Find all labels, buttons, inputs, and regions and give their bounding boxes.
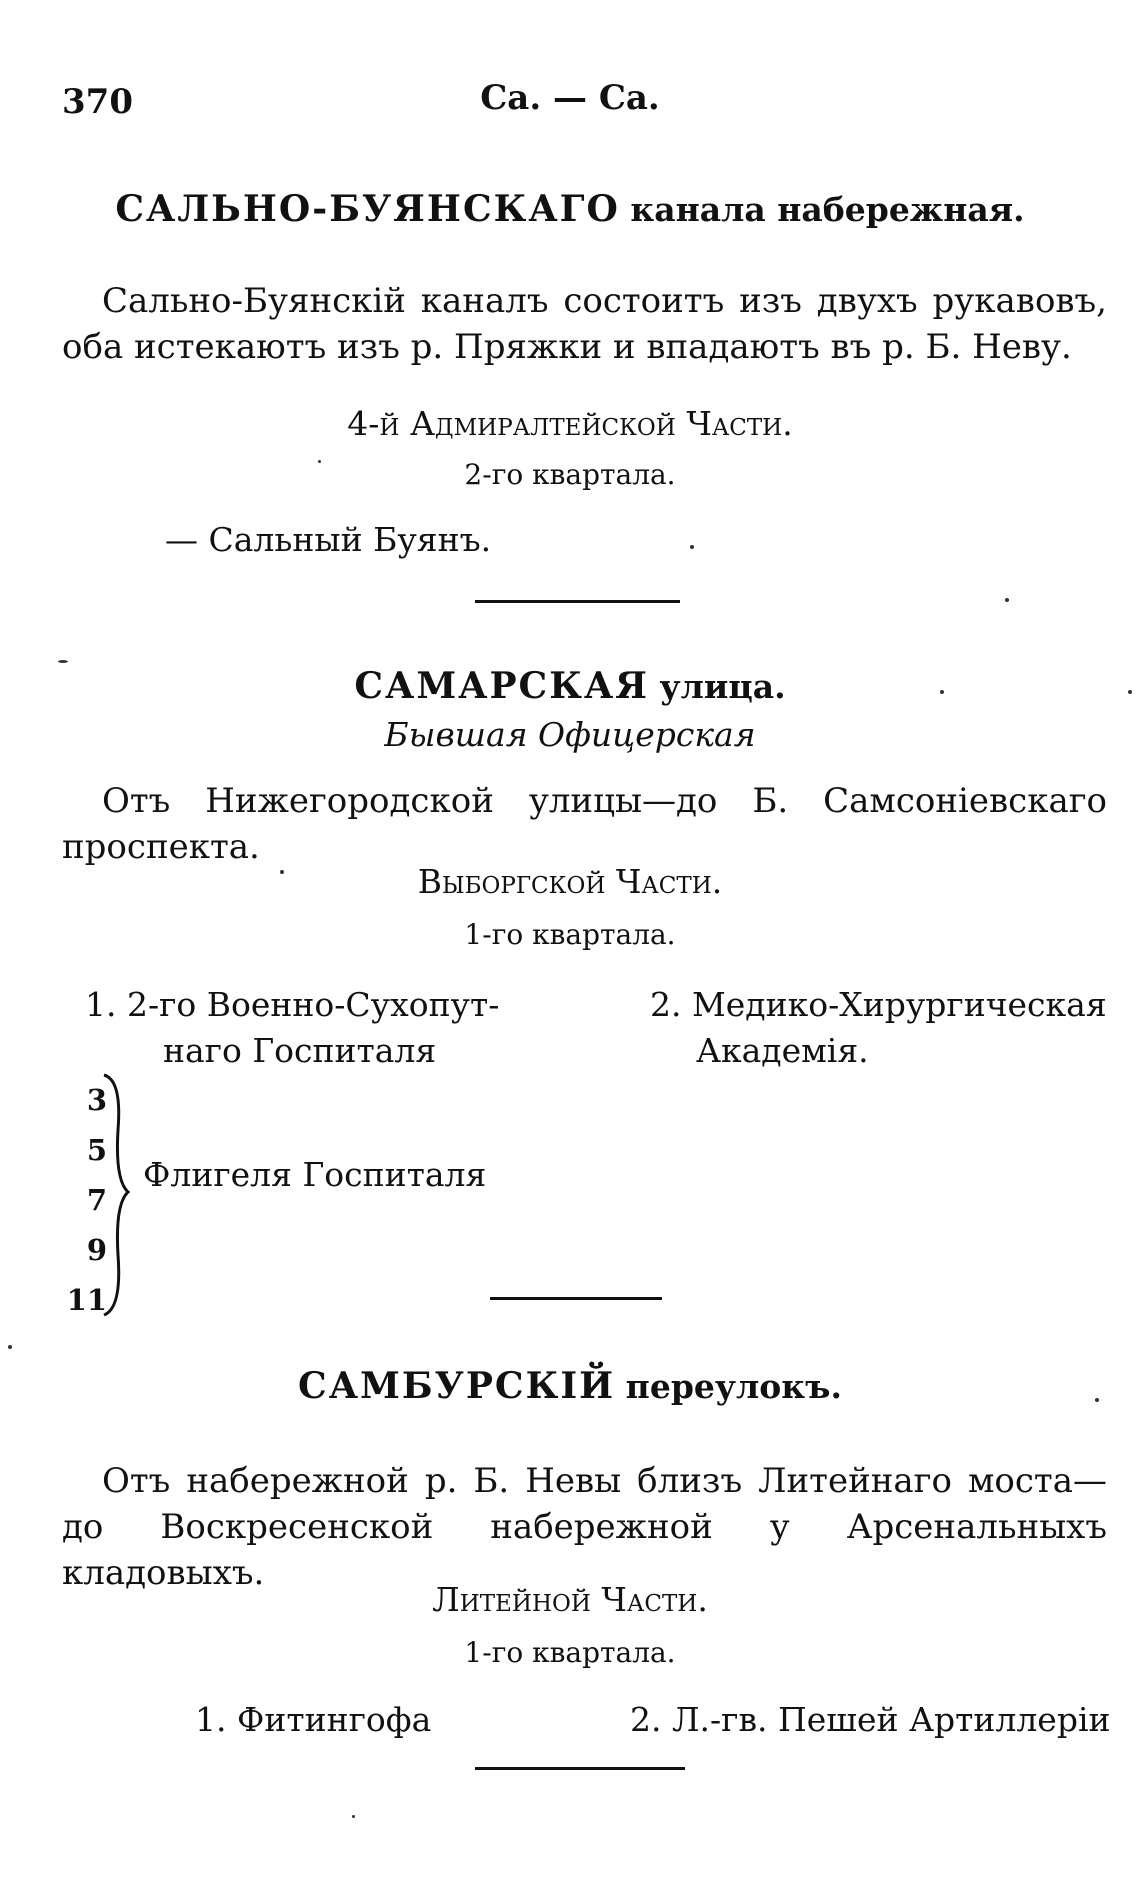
house-entry-line: 2. Медико-Хирургическая xyxy=(650,985,1107,1024)
running-head: Са. — Са. xyxy=(480,78,660,118)
speck xyxy=(58,660,68,663)
speck xyxy=(940,690,944,694)
section-title-suffix: улица. xyxy=(659,667,786,706)
house-entry-2 xyxy=(650,982,1107,1074)
speck xyxy=(1128,690,1132,694)
house-number: 7 xyxy=(86,1183,107,1217)
section-title-samarskaya xyxy=(0,665,1140,707)
section-description xyxy=(62,1458,1107,1596)
house-entry-line: наго Госпиталя xyxy=(163,1031,437,1070)
section-title-main: САМБУРСКІЙ xyxy=(298,1365,616,1407)
section-divider xyxy=(475,1767,685,1770)
section-title-suffix: переулокъ. xyxy=(625,1367,842,1406)
house-entry-line: 1. 2-го Военно-Сухопут- xyxy=(85,985,500,1024)
section-description xyxy=(62,778,1107,870)
part-heading: Литейной Части. xyxy=(432,1580,708,1619)
quarter-heading: 2-го квартала. xyxy=(464,458,676,491)
speck xyxy=(1005,598,1009,602)
part-heading: Выборгской Части. xyxy=(417,862,723,901)
speck xyxy=(690,545,694,549)
brace-icon xyxy=(96,1070,136,1320)
entry-salny-buyan: — Сальный Буянъ. xyxy=(165,520,492,559)
section-title-suffix: канала набережная. xyxy=(630,190,1025,229)
section-divider xyxy=(475,600,680,603)
part-heading: 4-й Адмиралтейской Части. xyxy=(347,404,793,443)
section-divider xyxy=(490,1297,662,1300)
speck xyxy=(8,1345,12,1349)
section-title-main: САМАРСКАЯ xyxy=(354,665,650,707)
speck xyxy=(352,1815,355,1818)
house-number: 9 xyxy=(86,1233,107,1267)
house-number: 3 xyxy=(86,1083,107,1117)
section-description xyxy=(62,278,1107,370)
section-title-samburskiy xyxy=(0,1365,1140,1407)
house-entry-1 xyxy=(85,982,499,1074)
description-text: Отъ набережной р. Б. Невы близъ Литейнаго моста—до Воскресенской набережной у Арсенальныхъ кладовыхъ. xyxy=(62,1461,1107,1593)
quarter-heading: 1-го квартала. xyxy=(464,918,676,951)
section-title-salno-buyanskago xyxy=(0,188,1140,230)
speck xyxy=(1095,1398,1099,1402)
house-number: 5 xyxy=(86,1133,107,1167)
house-number: 11 xyxy=(66,1283,107,1317)
page-number: 370 xyxy=(62,82,133,122)
speck xyxy=(280,870,284,874)
house-entry-line: Академія. xyxy=(696,1031,869,1070)
description-text: Отъ Нижегородской улицы—до Б. Самсоніевскаго проспекта. xyxy=(62,781,1107,867)
house-entry-2: 2. Л.-гв. Пешей Артиллеріи xyxy=(630,1700,1111,1739)
section-title-main: САЛЬНО-БУЯНСКАГО xyxy=(115,188,620,230)
speck xyxy=(318,460,321,463)
bracket-label: Флигеля Госпиталя xyxy=(143,1155,487,1194)
description-text: Сально-Буянскій каналъ состоитъ изъ двухъ рукавовъ, оба истекаютъ изъ р. Пряжки и впадаютъ въ р. Б. Неву. xyxy=(62,281,1107,367)
quarter-heading: 1-го квартала. xyxy=(464,1636,676,1669)
house-entry-1: 1. Фитингофа xyxy=(195,1700,432,1739)
former-name: Бывшая Офицерская xyxy=(384,715,756,754)
